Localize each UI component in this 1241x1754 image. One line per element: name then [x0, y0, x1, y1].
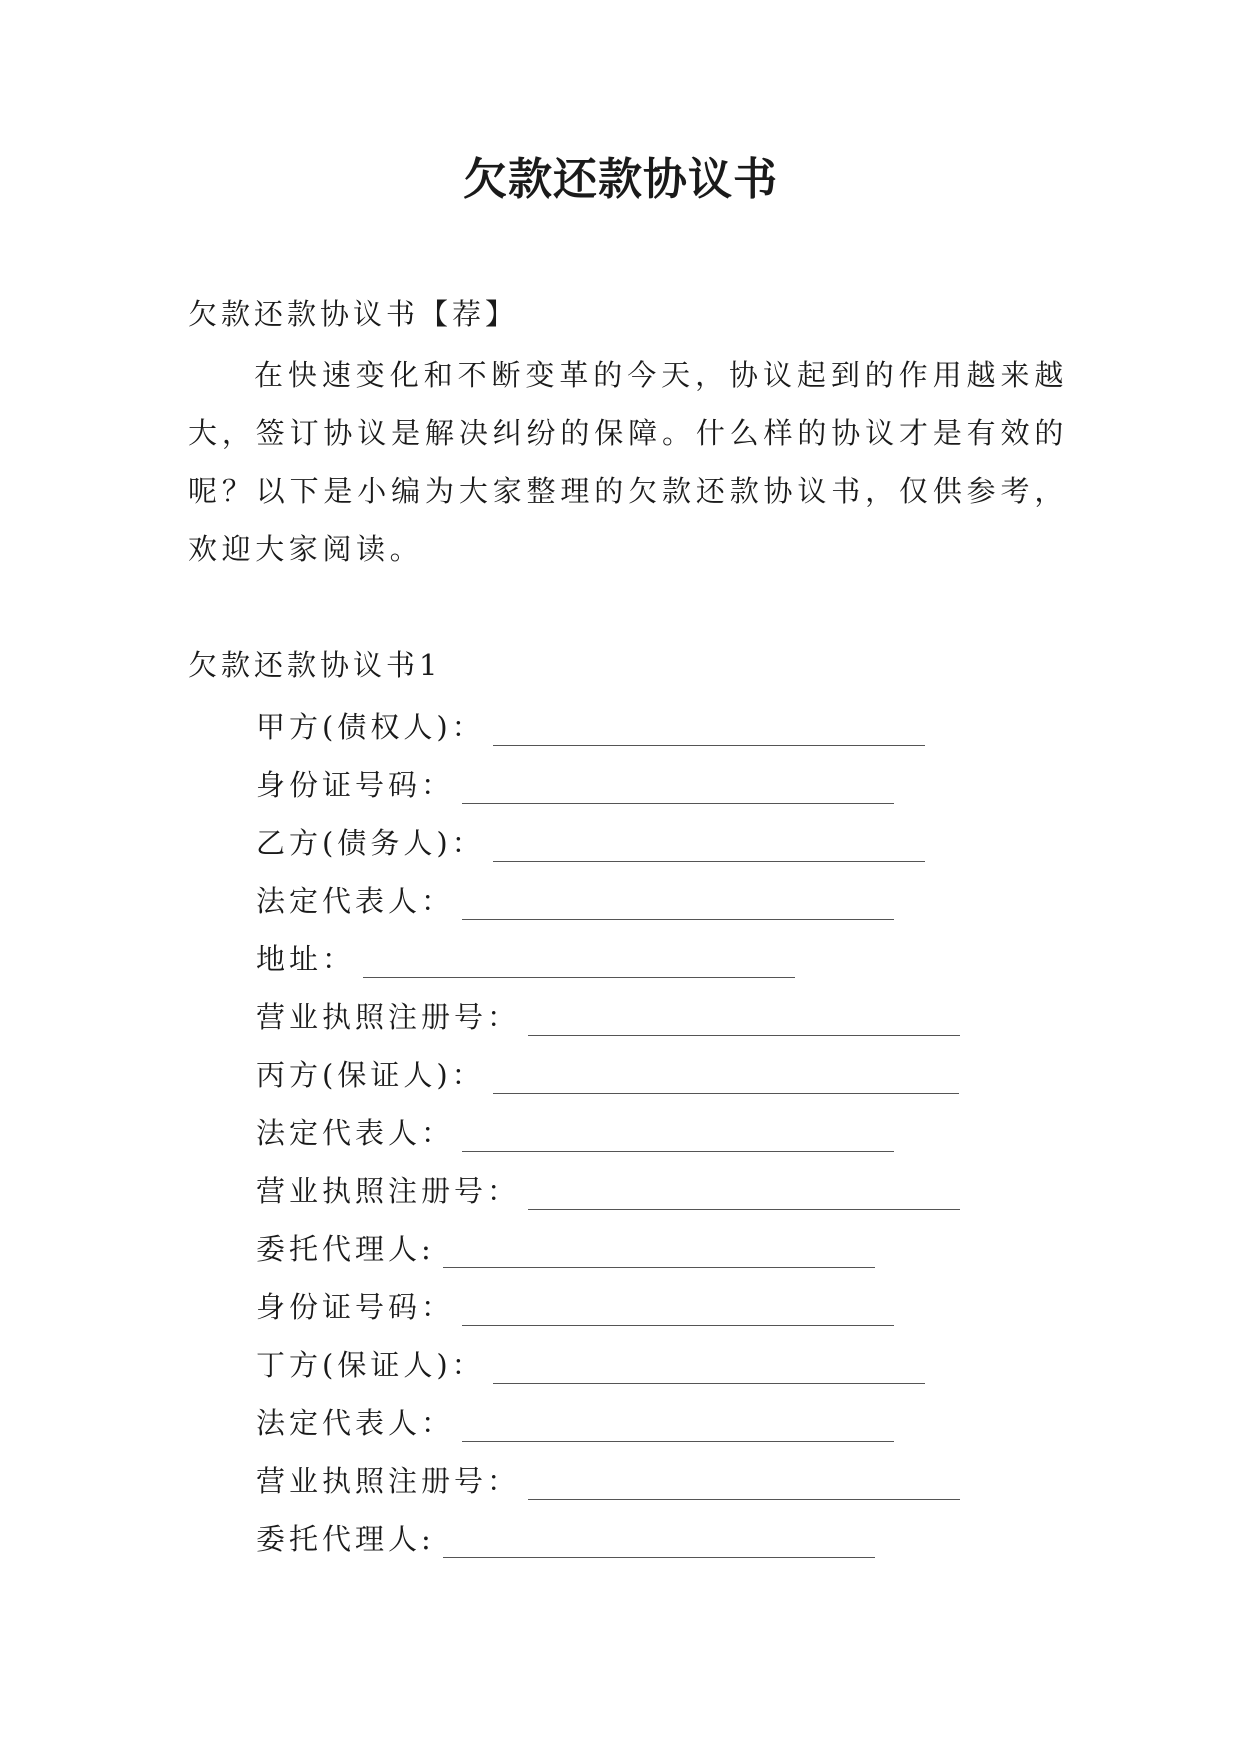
blank-line: [462, 891, 894, 920]
field-label: 委托代理人:: [256, 1522, 435, 1556]
blank-line: [493, 717, 925, 746]
field-row-agent: [256, 1220, 1056, 1278]
field-row-license-number: [256, 988, 1056, 1046]
blank-line: [363, 949, 795, 978]
intro-paragraph: 在快速变化和不断变革的今天，协议起到的作用越来越大，签订协议是解决纠纷的保障。什么样的协议才是有效的呢？以下是小编为大家整理的欠款还款协议书，仅供参考，欢迎大家阅读。: [188, 358, 1068, 566]
field-label: 丙方(保证人)：: [256, 1058, 485, 1092]
blank-line: [462, 1413, 894, 1442]
document-title: 欠款还款协议书: [463, 154, 778, 205]
field-label: 委托代理人:: [256, 1232, 435, 1266]
field-row-guarantor-d: [256, 1336, 1056, 1394]
field-label: 乙方(债务人)：: [256, 826, 485, 860]
blank-line: [462, 1123, 894, 1152]
field-row-id-number: [256, 756, 1056, 814]
blank-line: [462, 1297, 894, 1326]
field-label: 法定代表人：: [256, 884, 455, 918]
blank-line: [528, 1007, 960, 1036]
document-subtitle: 欠款还款协议书【荐】: [188, 297, 519, 331]
field-row-legal-rep: [256, 872, 1056, 930]
field-row-license-number: [256, 1452, 1056, 1510]
field-label: 营业执照注册号：: [256, 1000, 521, 1034]
field-label: 甲方(债权人)：: [256, 710, 485, 744]
field-row-agent: [256, 1510, 1056, 1568]
field-label: 营业执照注册号：: [256, 1174, 521, 1208]
field-label: 身份证号码：: [256, 768, 455, 802]
blank-line: [493, 833, 925, 862]
field-label: 地址：: [256, 942, 356, 976]
field-row-legal-rep: [256, 1104, 1056, 1162]
blank-line: [528, 1471, 960, 1500]
field-label: 身份证号码：: [256, 1290, 455, 1324]
blank-line: [528, 1181, 960, 1210]
field-label: 法定代表人：: [256, 1406, 455, 1440]
field-row-guarantor-c: [256, 1046, 1056, 1104]
field-label: 法定代表人：: [256, 1116, 455, 1150]
blank-line: [462, 775, 894, 804]
field-row-id-number: [256, 1278, 1056, 1336]
blank-line: [493, 1355, 925, 1384]
blank-line: [443, 1239, 875, 1268]
field-label: 营业执照注册号：: [256, 1464, 521, 1498]
section-heading: 欠款还款协议书1: [188, 648, 442, 682]
field-row-license-number: [256, 1162, 1056, 1220]
field-row-debtor: [256, 814, 1056, 872]
field-label: 丁方(保证人)：: [256, 1348, 485, 1382]
blank-line: [493, 1065, 959, 1094]
field-row-creditor: [256, 698, 1056, 756]
party-fields-list: [256, 698, 1056, 1568]
blank-line: [443, 1529, 875, 1558]
field-row-address: [256, 930, 1056, 988]
field-row-legal-rep: [256, 1394, 1056, 1452]
